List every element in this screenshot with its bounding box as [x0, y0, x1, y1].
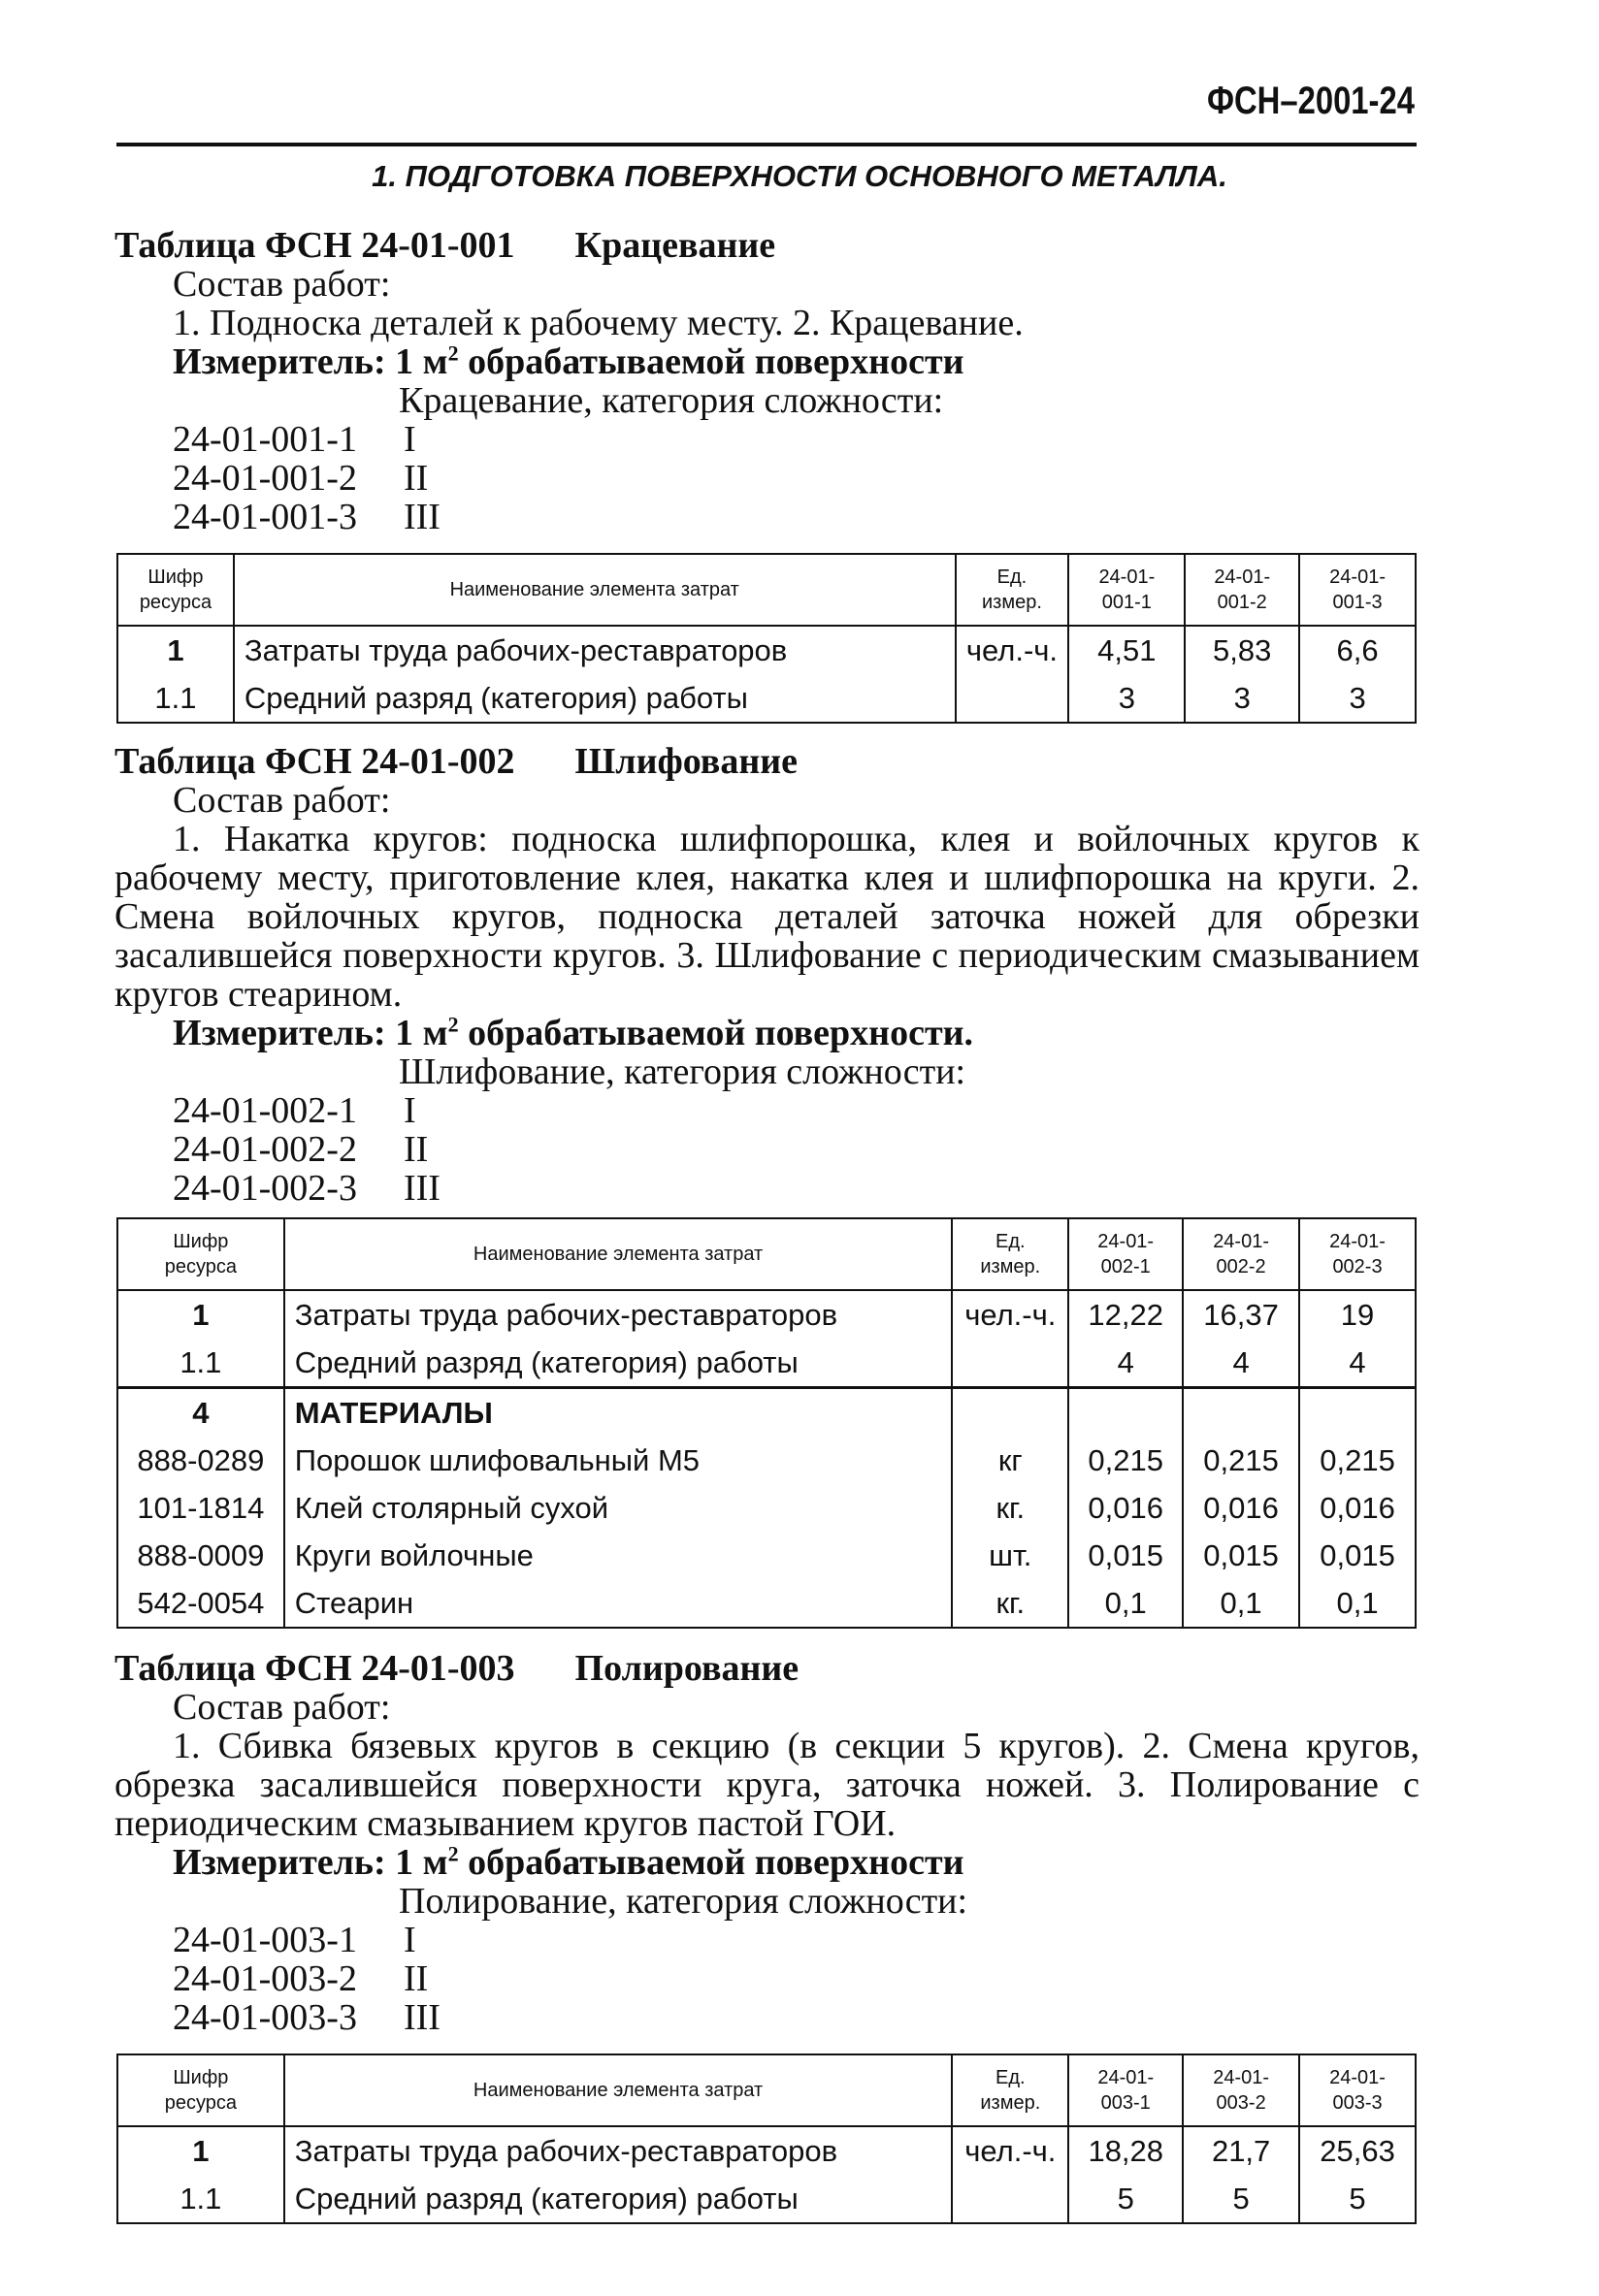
col-head-norm-3: 24-01- 002-3 — [1299, 1218, 1416, 1290]
table-003-heading-block — [114, 1649, 1420, 2037]
norm-category: II — [404, 1129, 429, 1170]
table-row — [117, 1437, 1416, 1484]
table-row — [117, 674, 1416, 723]
row-value: 0,015 — [1183, 1532, 1299, 1579]
row-code: 4 — [117, 1388, 284, 1438]
row-name: Круги войлочные — [284, 1532, 953, 1579]
code-line — [114, 1091, 1420, 1130]
norm-category: II — [404, 1958, 429, 1999]
table-title — [114, 1649, 1420, 1688]
table-row — [117, 1290, 1416, 1339]
row-value: 4 — [1183, 1339, 1299, 1388]
code-line — [114, 498, 1420, 536]
table-label: Таблица ФСН 24-01-002 — [114, 741, 515, 782]
row-code: 1.1 — [117, 2175, 284, 2223]
row-name: Затраты труда рабочих-реставраторов — [234, 626, 956, 674]
row-value: 0,215 — [1068, 1437, 1183, 1484]
row-value: 0,016 — [1299, 1484, 1416, 1532]
meter-rest: обрабатываемой поверхности. — [458, 1013, 974, 1053]
norm-table-002 — [116, 1217, 1417, 1629]
table-title — [114, 742, 1420, 781]
row-name: Затраты труда рабочих-реставраторов — [284, 1290, 953, 1339]
table-row — [117, 1339, 1416, 1388]
row-code: 101-1814 — [117, 1484, 284, 1532]
norm-code: 24-01-003-3 — [173, 1997, 357, 2038]
table-label: Таблица ФСН 24-01-001 — [114, 225, 515, 266]
col-head-resource-code: Шифр ресурса — [117, 2054, 284, 2126]
col-head-unit: Ед. измер. — [952, 2054, 1068, 2126]
norm-category: III — [404, 1168, 441, 1209]
meter-sup: 2 — [447, 1841, 459, 1866]
row-value: 0,215 — [1299, 1437, 1416, 1484]
row-unit: кг. — [952, 1579, 1068, 1628]
table-name: Шлифование — [574, 741, 798, 782]
row-code: 1.1 — [117, 1339, 284, 1388]
document-code: ФСН–2001-24 — [1207, 80, 1415, 122]
row-unit: кг. — [952, 1484, 1068, 1532]
code-line — [114, 1959, 1420, 1998]
table-002-heading-block — [114, 742, 1420, 1208]
row-value: 4 — [1068, 1339, 1183, 1388]
row-unit: чел.-ч. — [956, 626, 1069, 674]
row-value: 0,016 — [1183, 1484, 1299, 1532]
norm-category: II — [404, 458, 429, 499]
row-value: 0,015 — [1299, 1532, 1416, 1579]
row-value: 3 — [1299, 674, 1416, 723]
row-code: 1 — [117, 2126, 284, 2175]
meter-text: Измеритель: 1 м — [173, 1842, 448, 1883]
row-unit: кг — [952, 1437, 1068, 1484]
code-line — [114, 1130, 1420, 1169]
row-value — [1068, 1388, 1183, 1438]
table-row — [117, 1484, 1416, 1532]
code-line — [114, 420, 1420, 459]
norm-code: 24-01-001-2 — [173, 458, 357, 499]
norm-code: 24-01-002-2 — [173, 1129, 357, 1170]
table-row — [117, 2175, 1416, 2223]
table-row — [117, 1532, 1416, 1579]
category-heading: Шлифование, категория сложности: — [399, 1051, 966, 1092]
row-code: 1 — [117, 1290, 284, 1339]
row-value: 0,215 — [1183, 1437, 1299, 1484]
norm-category: I — [404, 419, 416, 460]
row-name: МАТЕРИАЛЫ — [284, 1388, 953, 1438]
row-unit — [952, 1339, 1068, 1388]
row-value: 3 — [1068, 674, 1185, 723]
code-line — [114, 1169, 1420, 1208]
row-name: Стеарин — [284, 1579, 953, 1628]
norm-code: 24-01-002-3 — [173, 1168, 357, 1209]
row-unit — [952, 2175, 1068, 2223]
row-unit: чел.-ч. — [952, 2126, 1068, 2175]
meter-rest: обрабатываемой поверхности — [458, 1842, 964, 1883]
table-name: Крацевание — [574, 225, 776, 266]
meter-sup: 2 — [447, 1012, 459, 1037]
row-value: 0,1 — [1068, 1579, 1183, 1628]
row-value: 0,1 — [1183, 1579, 1299, 1628]
col-head-name: Наименование элемента затрат — [234, 554, 956, 626]
code-line — [114, 1921, 1420, 1959]
row-code: 542-0054 — [117, 1579, 284, 1628]
meter-text: Измеритель: 1 м — [173, 341, 448, 382]
row-value: 4 — [1299, 1339, 1416, 1388]
col-head-norm-2: 24-01- 003-2 — [1183, 2054, 1299, 2126]
row-unit — [956, 674, 1069, 723]
col-head-norm-2: 24-01- 002-2 — [1183, 1218, 1299, 1290]
col-head-norm-3: 24-01- 003-3 — [1299, 2054, 1416, 2126]
col-head-unit: Ед. измер. — [956, 554, 1069, 626]
norm-category: III — [404, 1997, 441, 2038]
row-value: 25,63 — [1299, 2126, 1416, 2175]
meter-line — [114, 1014, 1420, 1052]
row-value: 19 — [1299, 1290, 1416, 1339]
table-001-heading-block — [114, 226, 1420, 536]
norm-table-001 — [116, 553, 1417, 724]
row-value: 5 — [1299, 2175, 1416, 2223]
col-head-unit: Ед. измер. — [952, 1218, 1068, 1290]
meter-line — [114, 342, 1420, 381]
composition-label: Состав работ: — [173, 780, 391, 821]
category-heading: Полирование, категория сложности: — [399, 1881, 968, 1922]
col-head-norm-3: 24-01- 001-3 — [1299, 554, 1416, 626]
table-row — [117, 2126, 1416, 2175]
meter-line — [114, 1843, 1420, 1882]
composition-label: Состав работ: — [173, 1687, 391, 1728]
row-name: Средний разряд (категория) работы — [284, 2175, 953, 2223]
row-value: 16,37 — [1183, 1290, 1299, 1339]
row-name: Порошок шлифовальный М5 — [284, 1437, 953, 1484]
col-head-name: Наименование элемента затрат — [284, 1218, 953, 1290]
row-code: 1 — [117, 626, 234, 674]
norm-code: 24-01-003-2 — [173, 1958, 357, 1999]
col-head-norm-1: 24-01- 003-1 — [1068, 2054, 1183, 2126]
col-head-norm-1: 24-01- 001-1 — [1068, 554, 1185, 626]
norm-code: 24-01-002-1 — [173, 1090, 357, 1131]
table-label: Таблица ФСН 24-01-003 — [114, 1648, 515, 1689]
row-unit: чел.-ч. — [952, 1290, 1068, 1339]
norm-category: III — [404, 497, 441, 537]
row-value: 0,015 — [1068, 1532, 1183, 1579]
row-value — [1183, 1388, 1299, 1438]
row-value: 6,6 — [1299, 626, 1416, 674]
category-heading: Крацевание, категория сложности: — [399, 380, 944, 421]
row-value: 0,016 — [1068, 1484, 1183, 1532]
meter-text: Измеритель: 1 м — [173, 1013, 448, 1053]
row-value: 3 — [1185, 674, 1299, 723]
row-name: Клей столярный сухой — [284, 1484, 953, 1532]
row-value: 12,22 — [1068, 1290, 1183, 1339]
table-title — [114, 226, 1420, 265]
meter-sup: 2 — [447, 340, 459, 366]
norm-category: I — [404, 1090, 416, 1131]
table-row — [117, 1579, 1416, 1628]
row-value — [1299, 1388, 1416, 1438]
composition-label: Состав работ: — [173, 264, 391, 305]
composition-text: 1. Сбивка бязевых кругов в секцию (в секции 5 кругов). 2. Смена кругов, обрезка засалившейся поверхности круга, заточка ножей. 3. Полирование с периодическим смазыванием кругов пастой ГОИ. — [114, 1726, 1420, 1844]
row-value: 5,83 — [1185, 626, 1299, 674]
table-name: Полирование — [574, 1648, 800, 1689]
col-head-name: Наименование элемента затрат — [284, 2054, 953, 2126]
norm-code: 24-01-003-1 — [173, 1920, 357, 1960]
section-title: 1. ПОДГОТОВКА ПОВЕРХНОСТИ ОСНОВНОГО МЕТАЛЛА. — [372, 159, 1227, 193]
row-value: 4,51 — [1068, 626, 1185, 674]
norm-code: 24-01-001-1 — [173, 419, 357, 460]
row-code: 1.1 — [117, 674, 234, 723]
code-line — [114, 1998, 1420, 2037]
col-head-resource-code: Шифр ресурса — [117, 554, 234, 626]
norm-category: I — [404, 1920, 416, 1960]
composition-text: 1. Подноска деталей к рабочему месту. 2. Крацевание. — [173, 303, 1024, 343]
row-code: 888-0289 — [117, 1437, 284, 1484]
composition-text: 1. Накатка кругов: подноска шлифпорошка, клея и войлочных кругов к рабочему месту, приготовление клея, накатка клея и шлифпорошка на круги. 2. Смена войлочных кругов, подноска деталей заточка ножей для обрезки засалившейся поверхности кругов. 3. Шлифование с периодическим смазыванием кругов стеарином. — [114, 819, 1420, 1015]
row-value: 18,28 — [1068, 2126, 1183, 2175]
row-unit — [952, 1388, 1068, 1438]
row-code: 888-0009 — [117, 1532, 284, 1579]
row-value: 5 — [1068, 2175, 1183, 2223]
table-section-row — [117, 1388, 1416, 1438]
norm-table-003 — [116, 2053, 1417, 2224]
row-value: 21,7 — [1183, 2126, 1299, 2175]
row-value: 5 — [1183, 2175, 1299, 2223]
meter-rest: обрабатываемой поверхности — [458, 341, 964, 382]
row-unit: шт. — [952, 1532, 1068, 1579]
code-line — [114, 459, 1420, 498]
header-rule — [116, 143, 1417, 146]
row-value: 0,1 — [1299, 1579, 1416, 1628]
col-head-norm-2: 24-01- 001-2 — [1185, 554, 1299, 626]
norm-code: 24-01-001-3 — [173, 497, 357, 537]
col-head-norm-1: 24-01- 002-1 — [1068, 1218, 1183, 1290]
col-head-resource-code: Шифр ресурса — [117, 1218, 284, 1290]
table-row — [117, 626, 1416, 674]
row-name: Средний разряд (категория) работы — [234, 674, 956, 723]
row-name: Затраты труда рабочих-реставраторов — [284, 2126, 953, 2175]
row-name: Средний разряд (категория) работы — [284, 1339, 953, 1388]
